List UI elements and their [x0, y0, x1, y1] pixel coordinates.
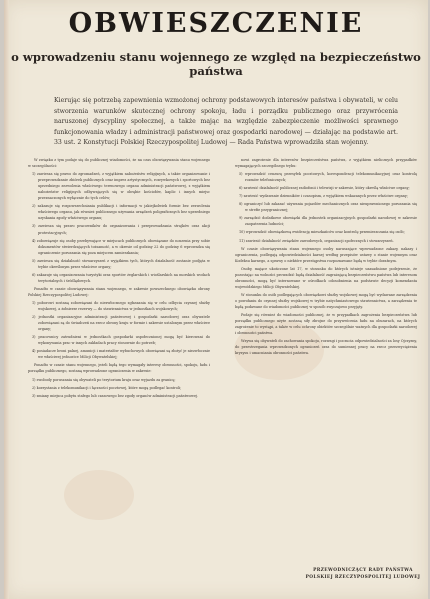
column-paragraph: 2) jednostki organizacyjne administracji państwowej i gospodarki narodowej oraz obywatele zobowiązani są do świadczeń na rzecz obrony kraju w formie i zakresie ustalonym przez właściwe organy;: [32, 315, 210, 332]
column-paragraph: 2) korzystania z telekomunikacji i łączności pocztowej, które mogą podlegać kontroli;: [32, 385, 182, 390]
poster-title: OBWIESZCZENIE: [68, 8, 364, 39]
column-paragraph: 4) posiadacze broni palnej, amunicji i materiałów wybuchowych obowiązani są złożyć je niezwłocznie we właściwej jednostce Milicji Obywatelskiej;: [32, 349, 210, 360]
column-paragraph: 6) zawiesić działalność publicznej radiofonii i telewizji w zakresie, który określą właściwe organy;: [239, 186, 410, 191]
paper-stain: [64, 470, 134, 520]
signature-line: POLSKIEJ RZECZYPOSPOLITEJ LUDOWEJ: [305, 574, 421, 580]
column-paragraph: 5) zawiesza się działalność stowarzyszeń z wyjątkiem tych, których działalność zostanie podjęta w trybie określonym przez właściwe organy;: [32, 258, 210, 269]
column-paragraph: 1) swobody poruszania się obywateli po terytorium kraju oraz wyjazdu za granicę;: [32, 377, 176, 382]
intro-text: Kierując się potrzebą zapewnienia wzmożonej ochrony podstawowych interesów państwa i obywateli, w celu stworzenia warunków skutecznej ochrony spokoju, ładu i porządku publicznego oraz przywrócenia naruszonej dyscypliny społecznej, a także mając na względzie zabezpieczenie możliwości sprawnego funkcjonowania władzy i administracji państwowej oraz gospodarki narodowej — działając na podstawie art. 33 ust. 2 Konstytucji Polskiej Rzeczypospolitej Ludowej — Rada Państwa wprowadziła stan wojenny.: [54, 97, 398, 147]
column-paragraph: 7) zawiesić wydawanie dzienników i czasopism, z wyjątkiem wskazanych przez właściwe organy;: [239, 194, 408, 199]
column-paragraph: 8) ograniczyć lub zakazać używania pojazdów mechanicznych oraz nieuprawnionego poruszania się w strefie przygranicznej;: [239, 202, 417, 213]
column-paragraph: 11) zawiesić działalność związków zawodowych, organizacji społecznych i stowarzyszeń.: [239, 238, 394, 243]
column-paragraph: 4) zobowiązuje się osoby przebywające w miejscach publicznych obowiązane do noszenia przy sobie dokumentów stwierdzających tożsamość, a w okresie od godziny 22 do godziny 6 wprowadza się ograniczenie poruszania się poza miejscem zamieszkania;: [32, 238, 210, 255]
signature-line: PRZEWODNICZĄCY RADY PAŃSTWA: [313, 568, 413, 573]
column-paragraph: nowi zagrożenie dla interesów bezpieczeństwa państwa, z wyjątkiem nielicznych przypadków wymagających szczególnego trybu:: [235, 158, 417, 169]
intro-paragraph: [44, 96, 398, 149]
column-paragraph: Podaje się również do wiadomości publicznej, że w przypadkach zagrożenia bezpieczeństwa lub porządku publicznego użyte zostaną siły zbrojne do przywrócenia ładu na obszarach, na których zagrożenie to wystąpi, a także w celu ochrony obiektów szczególnie ważnych dla gospodarki narodowej i obronności państwa.: [235, 313, 417, 336]
column-paragraph: Osoby, mające ukończone lat 17, w stosunku do których istnieje uzasadnione podejrzenie, że pozostając na wolności prowadzić będą działalność zagrażającą bezpieczeństwu państwa lub interesom obronności, mogą być internowane w ośrodkach odosobnienia na podstawie decyzji komendanta wojewódzkiego Milicji Obywatelskiej.: [235, 266, 417, 289]
column-paragraph: 2) zakazuje się rozpowszechniania publikacji i informacji w jakiejkolwiek formie bez zezwolenia właściwego organu, jak również publicznego używania urządzeń poligraficznych bez uprzedniego uzyskania zgody właściwego organu;: [32, 204, 210, 221]
column-paragraph: Ponadto w czasie stanu wojennego, jeżeli będą tego wymagały interesy obronności, spokoju, ładu i porządku publicznego, zostaną wprowadzone ograniczenia w zakresie:: [28, 363, 210, 374]
column-paragraph: 1) poborowi zostaną zobowiązani do niezwłocznego zgłaszania się w celu odbycia czynnej służby wojskowej, a żołnierze rezerwy — do stawiennictwa w jednostkach wojskowych;: [32, 300, 210, 312]
column-paragraph: 3) zawiesza się prawo pracowników do organizowania i przeprowadzania strajków oraz akcji protestacyjnych;: [32, 224, 210, 235]
poster-sheet: [4, 0, 428, 599]
column-paragraph: 6) zakazuje się organizowania turystyki oraz sportów żeglarskich i wioślarskich na morskich wodach terytorialnych i śródlądowych.: [32, 272, 210, 283]
left-column: [28, 157, 210, 401]
column-paragraph: Wzywa się obywateli do zachowania spokoju, rozwagi i poczucia odpowiedzialności za losy Ojczyzny, do przestrzegania wprowadzonych ograniczeń oraz do sumiennej pracy na rzecz przezwyciężenia kryzysu i umacniania obronności państwa.: [235, 339, 417, 356]
column-paragraph: Ponadto w czasie obowiązywania stanu wojennego, w zakresie powszechnego obowiązku obrony Polskiej Rzeczypospolitej Ludowej:: [28, 286, 210, 297]
column-paragraph: W czasie obowiązywania stanu wojennego osoby naruszające wprowadzone zakazy, nakazy i ograniczenia, podlegają odpowiedzialności karnej według przepisów ustawy o stanie wojennym oraz Kodeksu karnego, a sprawy o niektóre przestępstwa rozpoznawane będą w trybie doraźnym.: [235, 246, 417, 263]
column-paragraph: 9) zarządzić dodatkowe obowiązki dla jednostek organizacyjnych gospodarki narodowej w zakresie zaopatrzenia ludności;: [239, 216, 417, 227]
column-paragraph: 1) zawiesza się prawo do zgromadzeń, z wyjątkiem nabożeństw religijnych, a także organizowanie i przeprowadzanie zbiórek publicznych oraz imprez artystycznych, rozrywkowych i sportowych bez uprzedniego zezwolenia właściwego terenowego organu administracji państwowej, z wyjątkiem nabożeństw religijnych odbywających się w obrębie kościołów, kaplic i innych miejsc przeznaczonych wyłącznie do tych celów;: [32, 172, 210, 201]
column-paragraph: 5) wprowadzić cenzurę przesyłek pocztowych, korespondencji telekomunikacyjnej oraz kontrolę rozmów telefonicznych;: [239, 172, 417, 183]
column-paragraph: 3) pracownicy zatrudnieni w jednostkach gospodarki uspołecznionej mogą być kierowani do wykonywania prac w innych zakładach pracy stosownie do potrzeb;: [32, 335, 210, 346]
column-paragraph: W związku z tym podaje się do publicznej wiadomości, że na czas obowiązywania stanu wojennego w szczególności:: [28, 158, 210, 169]
column-paragraph: 3) zmiany miejsca pobytu stałego lub czasowego bez zgody organów administracji państwowej.: [32, 393, 199, 398]
signature-block: [304, 568, 422, 581]
right-column: [235, 157, 417, 358]
column-paragraph: 10) wprowadzić obowiązkową ewidencję mieszkańców oraz kontrolę przemieszczania się osób;: [239, 230, 405, 235]
column-paragraph: W stosunku do osób podlegających obowiązkowi służby wojskowej mogą być wydawane zarządzenia o powołaniu do czynnej służby wojskowej w trybie natychmiastowego stawiennictwa, a zarządzenia te będą podawane do wiadomości publicznej w sposób zwyczajowo przyjęty.: [235, 292, 417, 309]
poster-subtitle: o wprowadzeniu stanu wojennego ze względ na bezpieczeństwo państwa: [11, 50, 421, 78]
paper-edge: [4, 0, 9, 599]
